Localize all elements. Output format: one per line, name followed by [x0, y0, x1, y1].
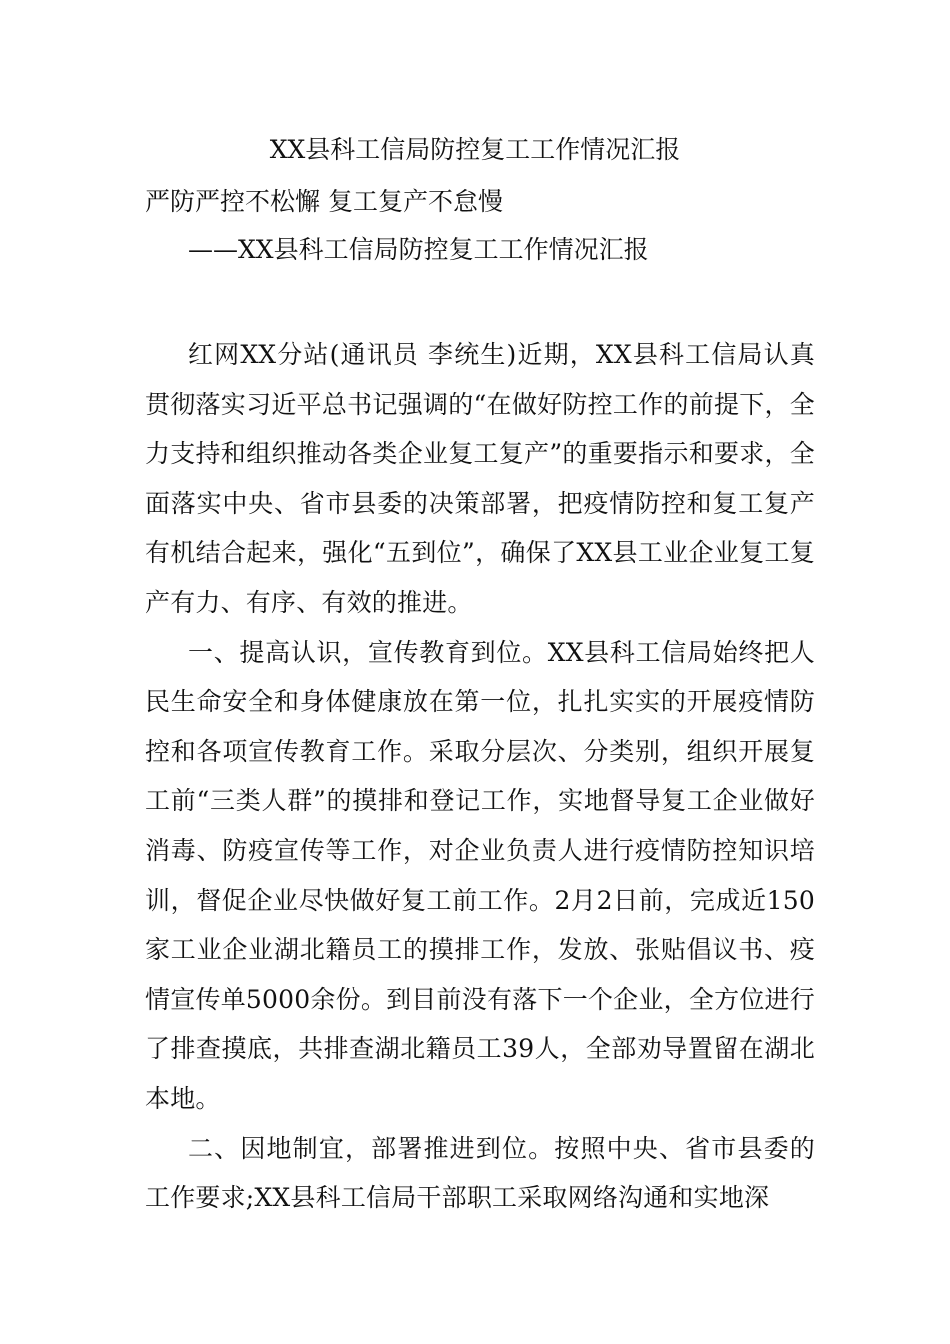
article-subtitle: ——XX县科工信局防控复工工作情况汇报: [188, 235, 649, 264]
paragraph-section-two: 二、因地制宜，部署推进到位。按照中央、省市县委的工作要求;XX县科工信局干部职工采取网络沟通和实地深: [145, 1133, 815, 1213]
article-headline: 严防严控不松懈 复工复产不怠慢: [145, 187, 503, 216]
article-body: [145, 330, 815, 1223]
paragraph-intro: 红网XX分站(通讯员 李统生)近期，XX县科工信局认真贯彻落实习近平总书记强调的“在做好防控工作的前提下，全力支持和组织推动各类企业复工复产”的重要指示和要求，全面落实中央、省市县委的决策部署，把疫情防控和复工复产有机结合起来，强化“五到位”，确保了XX县工业企业复工复产有力、有序、有效的推进。: [145, 340, 815, 617]
paragraph-section-one: 一、提高认识，宣传教育到位。XX县科工信局始终把人民生命安全和身体健康放在第一位，扎扎实实的开展疫情防控和各项宣传教育工作。采取分层次、分类别，组织开展复工前“三类人群”的摸排和登记工作，实地督导复工企业做好消毒、防疫宣传等工作，对企业负责人进行疫情防控知识培训，督促企业尽快做好复工前工作。2月2日前，完成近150家工业企业湖北籍员工的摸排工作，发放、张贴倡议书、疫情宣传单5000余份。到目前没有落下一个企业，全方位进行了排查摸底，共排查湖北籍员工39人，全部劝导置留在湖北本地。: [145, 637, 815, 1113]
document-title: XX县科工信局防控复工工作情况汇报: [269, 135, 681, 164]
